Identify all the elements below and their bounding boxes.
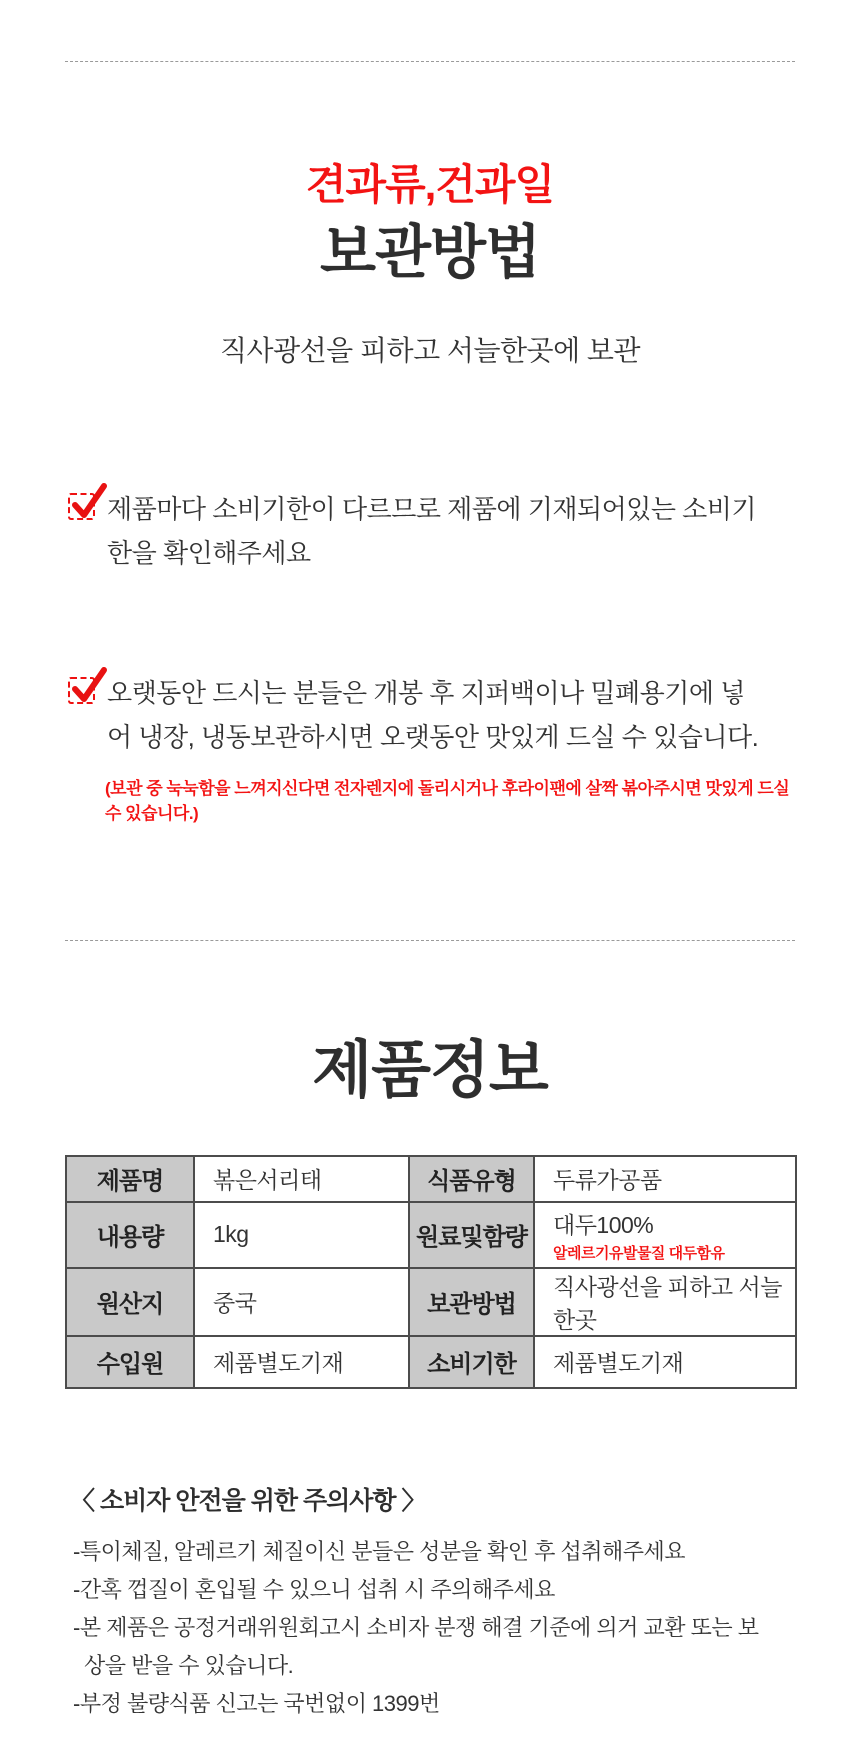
- red-checkbox-icon: [68, 493, 95, 520]
- middle-dashed-divider: [65, 940, 795, 941]
- cell-label-storage-method: 보관방법: [409, 1268, 534, 1336]
- caution-section: [65, 1481, 795, 1723]
- top-dashed-divider: [65, 61, 795, 62]
- cell-value-origin: 중국: [194, 1268, 409, 1336]
- storage-title: 보관방법: [319, 220, 541, 286]
- cell-label-net-weight: 내용량: [66, 1202, 194, 1268]
- product-info-section: [65, 1037, 795, 1723]
- cell-label-origin: 원산지: [66, 1268, 194, 1336]
- storage-subtitle: 직사광선을 피하고 서늘한곳에 보관: [219, 334, 641, 366]
- table-row: [66, 1336, 796, 1388]
- cell-value-ingredients: [534, 1202, 796, 1268]
- cell-value-product-name: 볶은서리태: [194, 1156, 409, 1202]
- table-row: [66, 1268, 796, 1336]
- cell-label-expiration: 소비기한: [409, 1336, 534, 1388]
- caution-item: -간혹 껍질이 혼입될 수 있으니 섭취 시 주의해주세요: [73, 1576, 555, 1602]
- check-item-text: 제품마다 소비기한이 다르므로 제품에 기재되어있는 소비기한을 확인해주세요: [107, 493, 757, 569]
- cell-value-food-type: 두류가공품: [534, 1156, 796, 1202]
- check-item-expiry: [65, 487, 795, 575]
- caution-item: -부정 불량식품 신고는 국번없이 1399번: [73, 1690, 440, 1716]
- caution-heading: 〈 소비자 안전을 위한 주의사항 〉: [70, 1486, 426, 1515]
- cell-label-food-type: 식품유형: [409, 1156, 534, 1202]
- check-item-storage: [65, 671, 795, 759]
- category-label: 견과류,건과일: [305, 161, 555, 208]
- cell-value-importer: 제품별도기재: [194, 1336, 409, 1388]
- cell-value-expiration: 제품별도기재: [534, 1336, 796, 1388]
- storage-red-note: (보관 중 눅눅함을 느껴지신다면 전자렌지에 돌리시거나 후라이팬에 살짝 볶아주시면 맛있게 드실 수 있습니다.): [105, 778, 790, 823]
- table-row: [66, 1202, 796, 1268]
- table-row: [66, 1156, 796, 1202]
- cell-label-importer: 수입원: [66, 1336, 194, 1388]
- storage-section: [65, 162, 795, 824]
- cell-value-storage-method: 직사광선을 피하고 서늘한곳: [534, 1268, 796, 1336]
- cell-value-net-weight: 1kg: [194, 1202, 409, 1268]
- check-item-text: 오랫동안 드시는 분들은 개봉 후 지퍼백이나 밀폐용기에 넣어 냉장, 냉동보관하시면 오랫동안 맛있게 드실 수 있습니다.: [107, 678, 759, 753]
- cell-label-product-name: 제품명: [66, 1156, 194, 1202]
- caution-item: -본 제품은 공정거래위원회고시 소비자 분쟁 해결 기준에 의거 교환 또는 보상을 받을 수 있습니다.: [73, 1614, 759, 1678]
- allergy-note: 알레르기유발물질 대두함유: [553, 1244, 725, 1262]
- product-info-title: 제품정보: [312, 1035, 548, 1105]
- product-info-table: [65, 1155, 797, 1389]
- checkmark-icon: [72, 483, 106, 521]
- storage-checklist: [65, 487, 795, 824]
- red-checkbox-icon: [68, 677, 95, 704]
- caution-item: -특이체질, 알레르기 체질이신 분들은 성분을 확인 후 섭취해주세요: [73, 1538, 686, 1564]
- cell-label-ingredients: 원료및함량: [409, 1202, 534, 1268]
- caution-list: [70, 1533, 795, 1723]
- ingredients-value: 대두100%: [553, 1211, 654, 1238]
- checkmark-icon: [72, 667, 106, 705]
